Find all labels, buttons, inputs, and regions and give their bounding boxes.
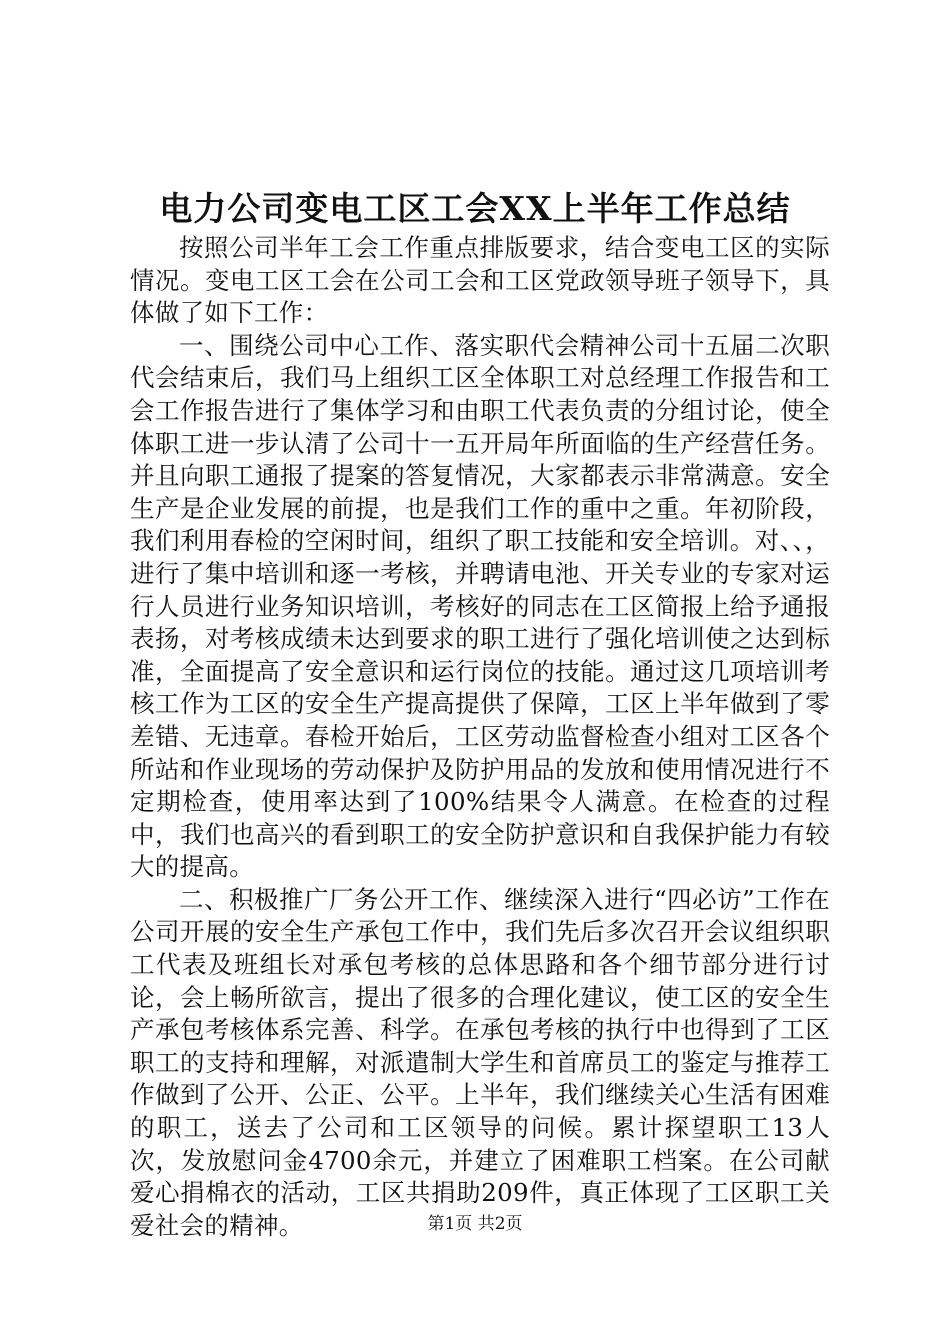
paragraph-section-two: 二、积极推广厂务公开工作、继续深入进行“四必访”工作在公司开展的安全生产承包工作中，我们先后多次召开会议组织职工代表及班组长对承包考核的总体思路和各个细节部分进行讨论，会上畅所欲言，提出了很多的合理化建议，使工区的安全生产承包考核体系完善、科学。在承包考核的执行中也得到了工区职工的支持和理解，对派遣制大学生和首席员工的鉴定与推荐工作做到了公开、公正、公平。上半年，我们继续关心生活有困难的职工，送去了公司和工区领导的问候。累计探望职工13人次，发放慰问金4700余元，并建立了困难职工档案。在公司献爱心捐棉衣的活动，工区共捐助209件，真正体现了工区职工关爱社会的精神。 (130, 884, 830, 1240)
paragraph-section-one: 一、围绕公司中心工作、落实职代会精神公司十五届二次职代会结束后，我们马上组织工区全体职工对总经理工作报告和工会工作报告进行了集体学习和由职工代表负责的分组讨论，使全体职工进一步认清了公司十一五开局年所面临的生产经营任务。并且向职工通报了提案的答复情况，大家都表示非常满意。安全生产是企业发展的前提，也是我们工作的重中之重。年初阶段，我们利用春检的空闲时间，组织了职工技能和安全培训。对、、，进行了集中培训和逐一考核，并聘请电池、开关专业的专家对运行人员进行业务知识培训，考核好的同志在工区简报上给予通报表扬，对考核成绩未达到要求的职工进行了强化培训使之达到标准，全面提高了安全意识和运行岗位的技能。通过这几项培训考核工作为工区的安全生产提高提供了保障，工区上半年做到了零差错、无违章。春检开始后，工区劳动监督检查小组对工区各个所站和作业现场的劳动保护及防护用品的发放和使用情况进行不定期检查，使用率达到了100%结果令人满意。在检查的过程中，我们也高兴的看到职工的安全防护意识和自我保护能力有较大的提高。 (130, 330, 830, 882)
page-footer: 第1页 共2页 (427, 1214, 523, 1234)
document-body (130, 232, 830, 1242)
paragraph-intro: 按照公司半年工会工作重点排版要求，结合变电工区的实际情况。变电工区工会在公司工会和工区党政领导班子领导下，具体做了如下工作： (130, 233, 830, 328)
document-title: 电力公司变电工区工会XX上半年工作总结 (159, 189, 791, 228)
